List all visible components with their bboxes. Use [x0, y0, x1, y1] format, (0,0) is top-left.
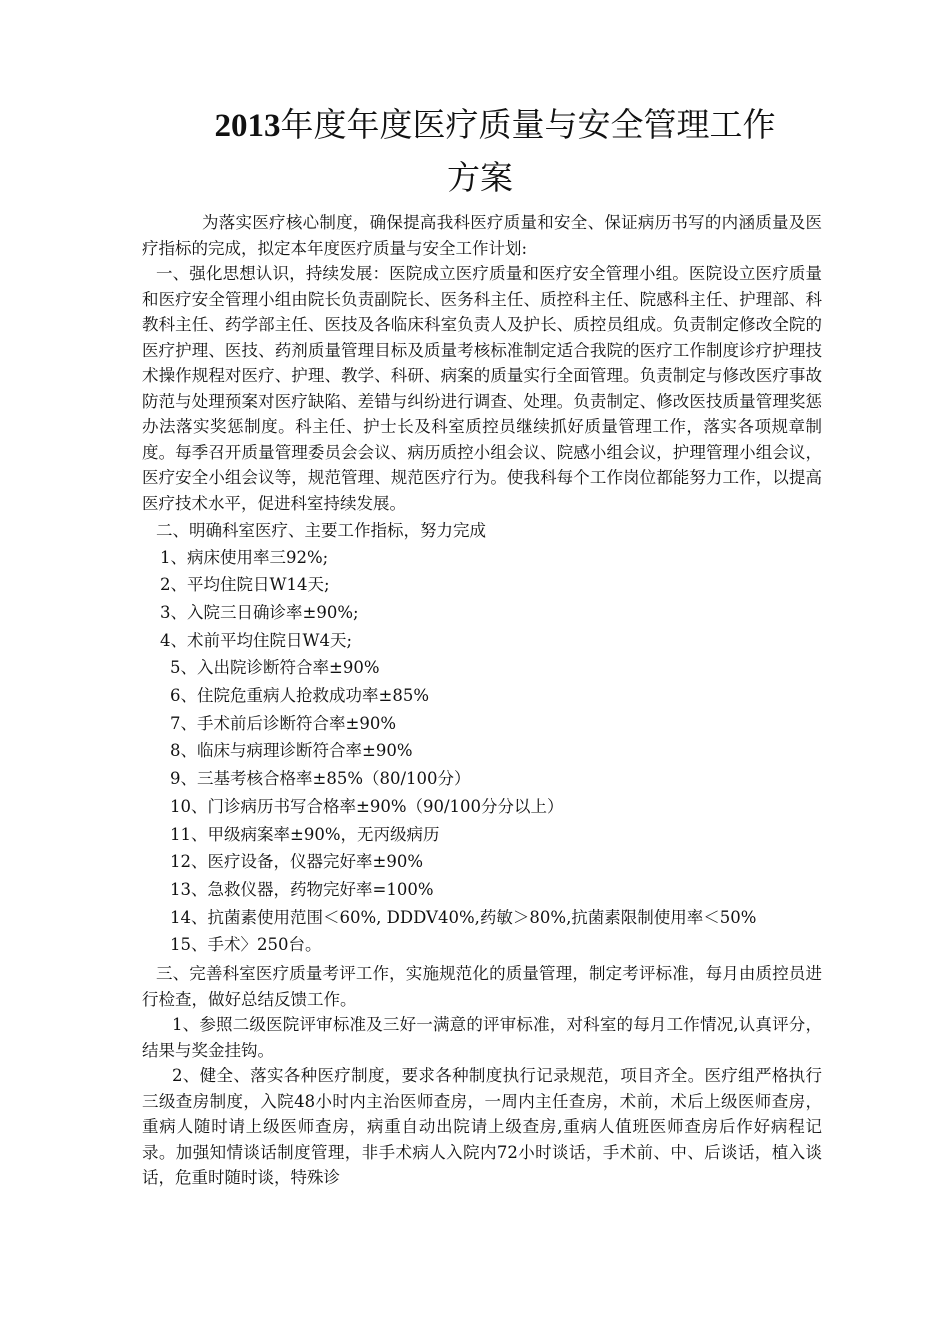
indicator-item: 6、住院危重病人抢救成功率±85%: [170, 686, 429, 706]
indicator-item: 4、术前平均住院日W4天;: [160, 630, 353, 650]
indicator-item: 15、手术〉250台。: [170, 935, 322, 955]
indicator-item: 14、抗菌素使用范围＜60%, DDDV40%,药敏＞80%,抗菌素限制使用率＜50%: [170, 907, 757, 927]
indicator-item: 10、门诊病历书写合格率±90%（90/100分分以上）: [170, 796, 564, 816]
title-year: 2013: [214, 108, 281, 144]
section-3-paragraph: 三、完善科室医疗质量考评工作，实施规范化的质量管理，制定考评标准，每月由质控员进行检查，做好总结反馈工作。: [142, 964, 822, 1009]
intro-paragraph: 为落实医疗核心制度，确保提高我科医疗质量和安全、保证病历书写的内涵质量及医疗指标的完成，拟定本年度医疗质量与安全工作计划:: [142, 213, 822, 258]
indicator-item: 11、甲级病案率±90%，无丙级病历: [170, 824, 440, 844]
subsection-2-paragraph: 2、健全、落实各种医疗制度，要求各种制度执行记录规范，项目齐全。医疗组严格执行三级查房制度，入院48小时内主治医师查房，一周内主任查房，术前，术后上级医师查房，重病人随时请上级医师查房，病重自动出院请上级查房,重病人值班医师查房后作好病程记录。加强知情谈话制度管理，非手术病人入院内72小时谈话，手术前、中、后谈话，植入谈话，危重时随时谈，特殊诊: [142, 1066, 822, 1188]
title-text: 年度年度医疗质量与安全管理工作: [280, 105, 776, 144]
section-1-paragraph: 一、强化思想认识，持续发展：医院成立医疗质量和医疗安全管理小组。医院设立医疗质量和医疗安全管理小组由院长负责副院长、医务科主任、质控科主任、院感科主任、护理部、科教科主任、药学部主任、医技及各临床科室负责人及护长、质控员组成。负责制定修改全院的医疗护理、医技、药剂质量管理目标及质量考核标准制定适合我院的医疗工作制度诊疗护理技术操作规程对医疗、护理、教学、科研、病案的质量实行全面管理。负责制定与修改医疗事故防范与处理预案对医疗缺陷、差错与纠纷进行调查、处理。负责制定、修改医技质量管理奖惩办法落实奖惩制度。科主任、护士长及科室质控员继续抓好质量管理工作，落实各项规章制度。每季召开质量管理委员会会议、病历质控小组会议、院感小组会议，护理管理小组会议，医疗安全小组会议等，规范管理、规范医疗行为。使我科每个工作岗位都能努力工作，以提高医疗技术水平，促进科室持续发展。: [142, 264, 822, 513]
document-title-line2: 方案: [447, 158, 513, 197]
section-2-heading: 二、明确科室医疗、主要工作指标，努力完成: [156, 521, 486, 540]
indicator-item: 9、三基考核合格率±85%（80/100分）: [170, 769, 471, 789]
indicator-item: 3、入院三日确诊率±90%;: [160, 602, 359, 622]
indicator-item: 1、病床使用率三92%;: [160, 547, 329, 567]
subsection-1-paragraph: 1、参照二级医院评审标准及三好一满意的评审标准，对科室的每月工作情况,认真评分，结果与奖金挂钩。: [142, 1015, 822, 1060]
indicator-item: 5、入出院诊断符合率±90%: [170, 658, 380, 678]
indicator-item: 13、急救仪器，药物完好率=100%: [170, 879, 434, 899]
indicator-item: 7、手术前后诊断符合率±90%: [170, 713, 396, 733]
document-body: [142, 210, 822, 1191]
indicator-item: 8、临床与病理诊断符合率±90%: [170, 741, 413, 761]
indicator-item: 2、平均住院日W14天;: [160, 575, 330, 595]
document-title: [0, 105, 950, 146]
indicator-item: 12、医疗设备，仪器完好率±90%: [170, 852, 423, 872]
